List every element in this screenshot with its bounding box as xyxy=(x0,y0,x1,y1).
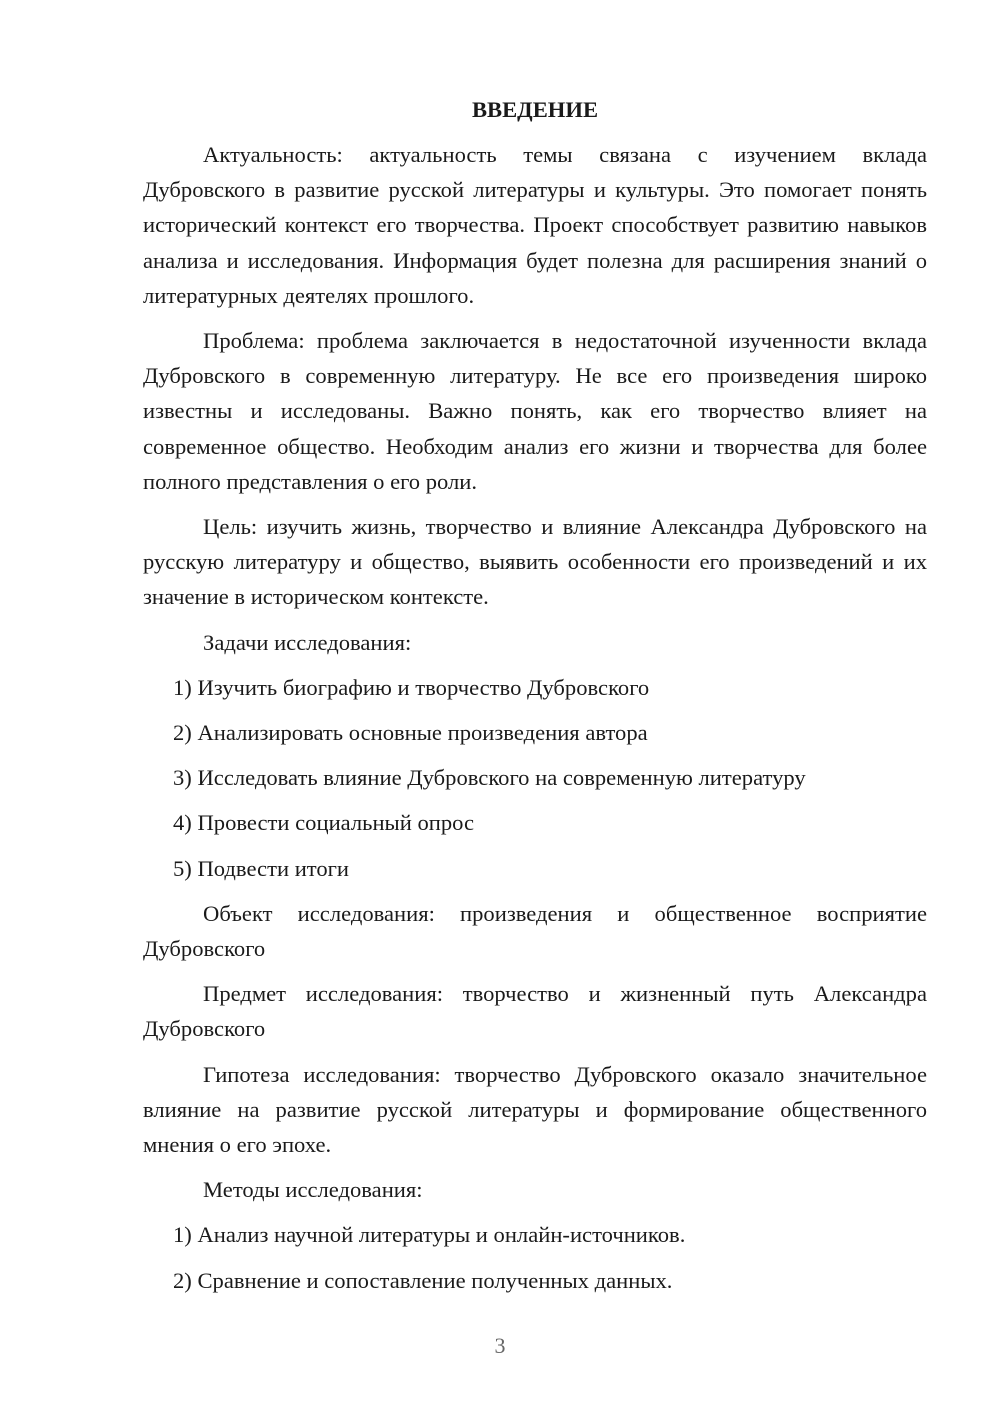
method-item: 1) Анализ научной литературы и онлайн-источников. xyxy=(173,1222,686,1248)
task-item: 4) Провести социальный опрос xyxy=(173,810,475,836)
tasks-list xyxy=(143,670,927,886)
methods-heading: Методы исследования: xyxy=(203,1177,423,1203)
relevance-paragraph: Актуальность: актуальность темы связана с изучением вклада Дубровского в развитие русской литературы и культуры. Это помогает понять исторический контекст его творчества. Проект способствует развитию навыков анализа и исследования. Информация будет полезна для расширения знаний о литературных деятелях прошлого. xyxy=(143,142,927,308)
section-title: ВВЕДЕНИЕ xyxy=(471,97,599,122)
task-item: 3) Исследовать влияние Дубровского на современную литературу xyxy=(173,765,806,791)
methods-list xyxy=(143,1217,927,1297)
page-number: 3 xyxy=(494,1333,506,1358)
problem-paragraph: Проблема: проблема заключается в недостаточной изученности вклада Дубровского в современную литературу. Не все его произведения широко известны и исследованы. Важно понять, как его творчество влияет на современное общество. Необходим анализ его жизни и творчества для более полного представления о его роли. xyxy=(143,328,927,494)
task-item: 5) Подвести итоги xyxy=(173,855,350,881)
task-item: 1) Изучить биографию и творчество Дубровского xyxy=(173,674,650,700)
goal-paragraph: Цель: изучить жизнь, творчество и влияние Александра Дубровского на русскую литературу и общество, выявить особенности его произведений и их значение в историческом контексте. xyxy=(143,514,927,610)
subject-paragraph: Предмет исследования: творчество и жизненный путь Александра Дубровского xyxy=(143,981,927,1042)
document-page xyxy=(143,92,927,1308)
hypothesis-paragraph: Гипотеза исследования: творчество Дубровского оказало значительное влияние на развитие русской литературы и формирование общественного мнения о его эпохе. xyxy=(143,1061,927,1158)
task-item: 2) Анализировать основные произведения автора xyxy=(173,720,648,746)
tasks-heading: Задачи исследования: xyxy=(203,629,412,655)
method-item: 2) Сравнение и сопоставление полученных данных. xyxy=(173,1267,673,1293)
object-paragraph: Объект исследования: произведения и общественное восприятие Дубровского xyxy=(143,900,927,962)
